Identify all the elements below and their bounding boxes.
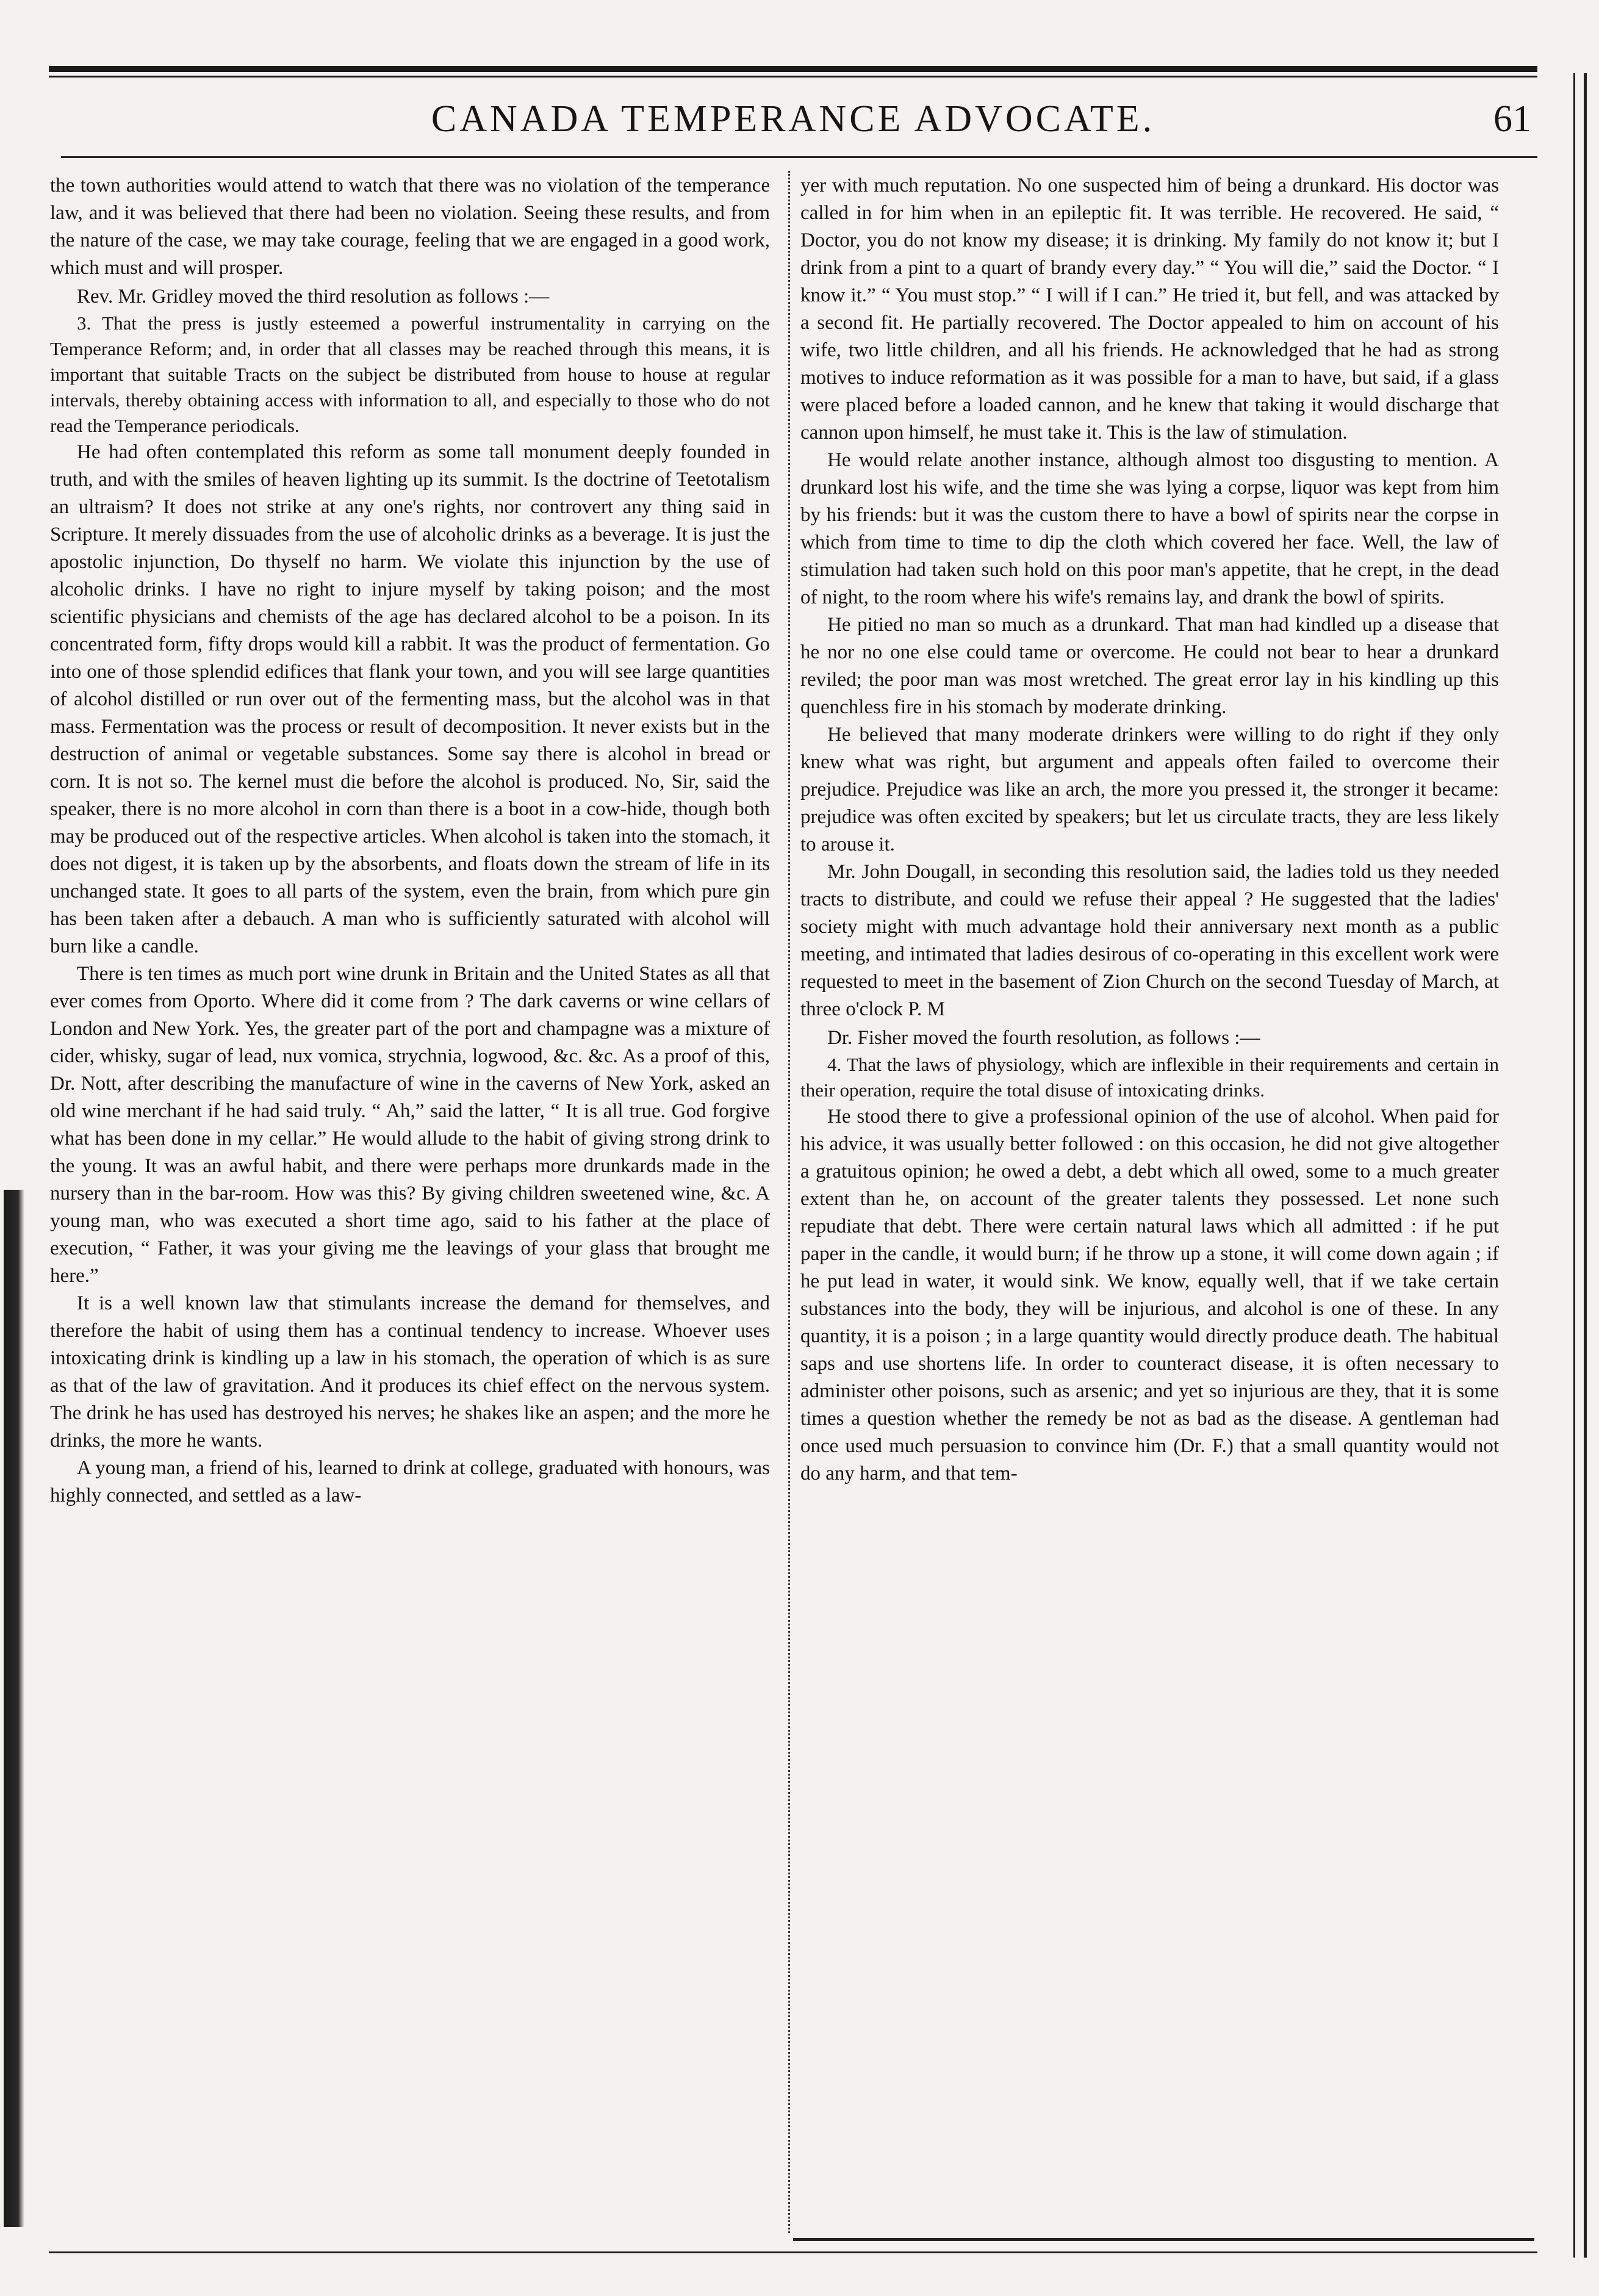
- page-header: [49, 92, 1537, 159]
- paragraph: He pitied no man so much as a drunkard. That man had kindled up a disease that he nor no one else could tame or overcome. He could not bear to hear a drunkard reviled; the poor man was most wretched. The great error lay in his kindling up this quenchless fire in his stomach by moderate drinking.: [800, 614, 1499, 718]
- paragraph: the town authorities would attend to watch that there was no violation of the temperance law, and it was believed that there had been no violation. Seeing these results, and from the nature of the case, we may take courage, feeling that we are engaged in a good work, which must and will prosper.: [50, 175, 770, 279]
- paragraph: He had often contemplated this reform as some tall monument deeply founded in truth, and with the smiles of heaven lighting up its summit. Is the doctrine of Teetotalism an ultraism? It does not strike at any one's rights, nor controvert any thing said in Scripture. It merely dissuades from the use of alcoholic drinks as a beverage. It is just the apostolic injunction, Do thyself no harm. We violate this injunction by the use of alcoholic drinks. I have no right to injure myself by taking poison; and the most scientific physicians and chemists of the age has declared alcohol to be a poison. In its concentrated form, fifty drops would kill a rabbit. It was the product of fermentation. Go into one of those splendid edifices that flank your town, and you will see large quantities of alcohol distilled or run over out of the fermenting mass, but the alcohol was in that mass. Fermentation was the process or result of decomposition. It never exists but in the destruction of animal or vegetable substances. Some say there is alcohol in bread or corn. It is not so. The kernel must die before the alcohol is produced. No, Sir, said the speaker, there is no more alcohol in corn than there is a boot in a cow-hide, though both may be produced out of the respective articles. When alcohol is taken into the stomach, it does not digest, it is taken up by the absorbents, and floats down the stream of life in its unchanged state. It goes to all parts of the system, even the brain, from which pure gin has been taken after a debauch. A man who is sufficiently saturated with alcohol will burn like a candle.: [50, 441, 770, 957]
- header-rule: [61, 156, 1537, 158]
- right-column: [800, 172, 1499, 2222]
- footer-thin-rule: [49, 2251, 1537, 2253]
- footer-rule: [793, 2238, 1534, 2241]
- left-column: [50, 172, 770, 2222]
- paragraph: It is a well known law that stimulants increase the demand for themselves, and therefore the habit of using them has a continual tendency to increase. Whoever uses intoxicating drink is kindling up a law in his stomach, the operation of which is as sure as that of the law of gravitation. And it produces its chief effect on the nervous system. The drink he has used has destroyed his nerves; he shakes like an aspen; and the more he drinks, the more he wants.: [50, 1292, 770, 1452]
- top-thin-rule: [49, 76, 1537, 77]
- paragraph: A young man, a friend of his, learned to drink at college, graduated with honours, was highly connected, and settled as a law-: [50, 1457, 770, 1506]
- paragraph: He would relate another instance, although almost too disgusting to mention. A drunkard lost his wife, and the time she was lying a corpse, liquor was kept from him by his friends: but it was the custom there to have a bowl of spirits near the corpse in which from time to time to dip the cloth which covered her face. Well, the law of stimulation had taken such hold on this poor man's appetite, that he crept, in the dead of night, to the room where his wife's remains lay, and drank the bowl of spirits.: [800, 449, 1499, 608]
- top-double-rule: [49, 66, 1537, 72]
- paragraph: There is ten times as much port wine drunk in Britain and the United States as all that ever comes from Oporto. Where did it come from ? The dark caverns or wine cellars of London and New York. Yes, the greater part of the port and champagne was a mixture of cider, whisky, sugar of lead, nux vomica, strychnia, logwood, &c. &c. As a proof of this, Dr. Nott, after describing the manufacture of wine in the caverns of New York, asked an old wine merchant if he had said truly. “ Ah,” said the latter, “ It is all true. God forgive what has been done in my cellar.” He would allude to the habit of giving strong drink to the young. It was an awful habit, and there were perhaps more drunkards made in the nursery than in the bar-room. How was this? By giving children sweetened wine, &c. A young man, who was executed a short time ago, said to his father at the place of execution, “ Father, it was your giving me the leavings of your glass that brought me here.”: [50, 963, 770, 1287]
- resolution-text: 4. That the laws of physiology, which are inflexible in their requirements and certain in their operation, require the total disuse of intoxicating drinks.: [800, 1054, 1499, 1101]
- page-number: 61: [1493, 98, 1531, 140]
- paragraph: yer with much reputation. No one suspected him of being a drunkard. His doctor was called in for him when in an epileptic fit. It was terrible. He recovered. He said, “ Doctor, you do not know my disease; it is drinking. My family do not know it; but I drink from a pint to a quart of brandy every day.” “ You will die,” said the Doctor. “ I know it.” “ You must stop.” “ I will if I can.” He tried it, but fell, and was attacked by a second fit. He partially recovered. The Doctor appealed to him on account of his wife, two little children, and all his friends. He acknowledged that he had as strong motives to induce reformation as it was possible for a man to have, but said, if a glass were placed before a loaded cannon, and he knew that taking it would discharge that cannon upon himself, he must take it. This is the law of stimulation.: [800, 175, 1499, 444]
- paragraph: He believed that many moderate drinkers were willing to do right if they only knew what was right, but argument and appeals often failed to overcome their prejudice. Prejudice was like an arch, the more you pressed it, the stronger it became: prejudice was often excited by speakers; but let us circulate tracts, they are less likely to arouse it.: [800, 724, 1499, 855]
- motion-line: Rev. Mr. Gridley moved the third resolution as follows :—: [77, 286, 550, 308]
- paragraph: Mr. John Dougall, in seconding this resolution said, the ladies told us they needed tracts to distribute, and could we refuse their appeal ? He suggested that the ladies' society might with much advantage hold their anniversary next month as a public meeting, and intimated that ladies desirous of co-operating in this excellent work were requested to meet in the basement of Zion Church on the second Tuesday of March, at three o'clock P. M: [800, 861, 1499, 1020]
- paragraph: He stood there to give a professional opinion of the use of alcohol. When paid for his advice, it was usually better followed : on this occasion, he did not give altogether a gratuitous opinion; he owed a debt, a debt which all owed, some to a much greater extent than he, on account of the greater talents they possessed. Let none such repudiate that debt. There were certain natural laws which all admitted : if he put paper in the candle, it would burn; if he throw up a stone, it will come down again ; if he put lead in water, it would sink. We know, equally well, that if we take certain substances into the body, they will be injurious, and alcohol is one of these. In any quantity, it is a poison ; in a large quantity would directly produce death. The habitual saps and use shortens life. In order to counteract disease, it is often necessary to administer other poisons, such as arsenic; and yet so injurious are they, that it is some times a question whether the remedy be not as bad as the disease. A gentleman had once used much persuasion to convince him (Dr. F.) that a small quantity would not do any harm, and that tem-: [800, 1106, 1499, 1484]
- running-title: CANADA TEMPERANCE ADVOCATE.: [431, 98, 1155, 140]
- right-border-rule: [1573, 73, 1587, 2258]
- motion-line: Dr. Fisher moved the fourth resolution, as follows :—: [827, 1027, 1260, 1049]
- resolution-text: 3. That the press is justly esteemed a powerful instrumentality in carrying on the Temperance Reform; and, in order that all classes may be reached through this means, it is important that suitable Tracts on the subject be distributed from house to house at regular intervals, thereby obtaining access with information to all, and especially to those who do not read the Temperance periodicals.: [50, 312, 770, 436]
- scan-binding-shadow: [4, 1190, 24, 2227]
- column-divider: [788, 171, 790, 2233]
